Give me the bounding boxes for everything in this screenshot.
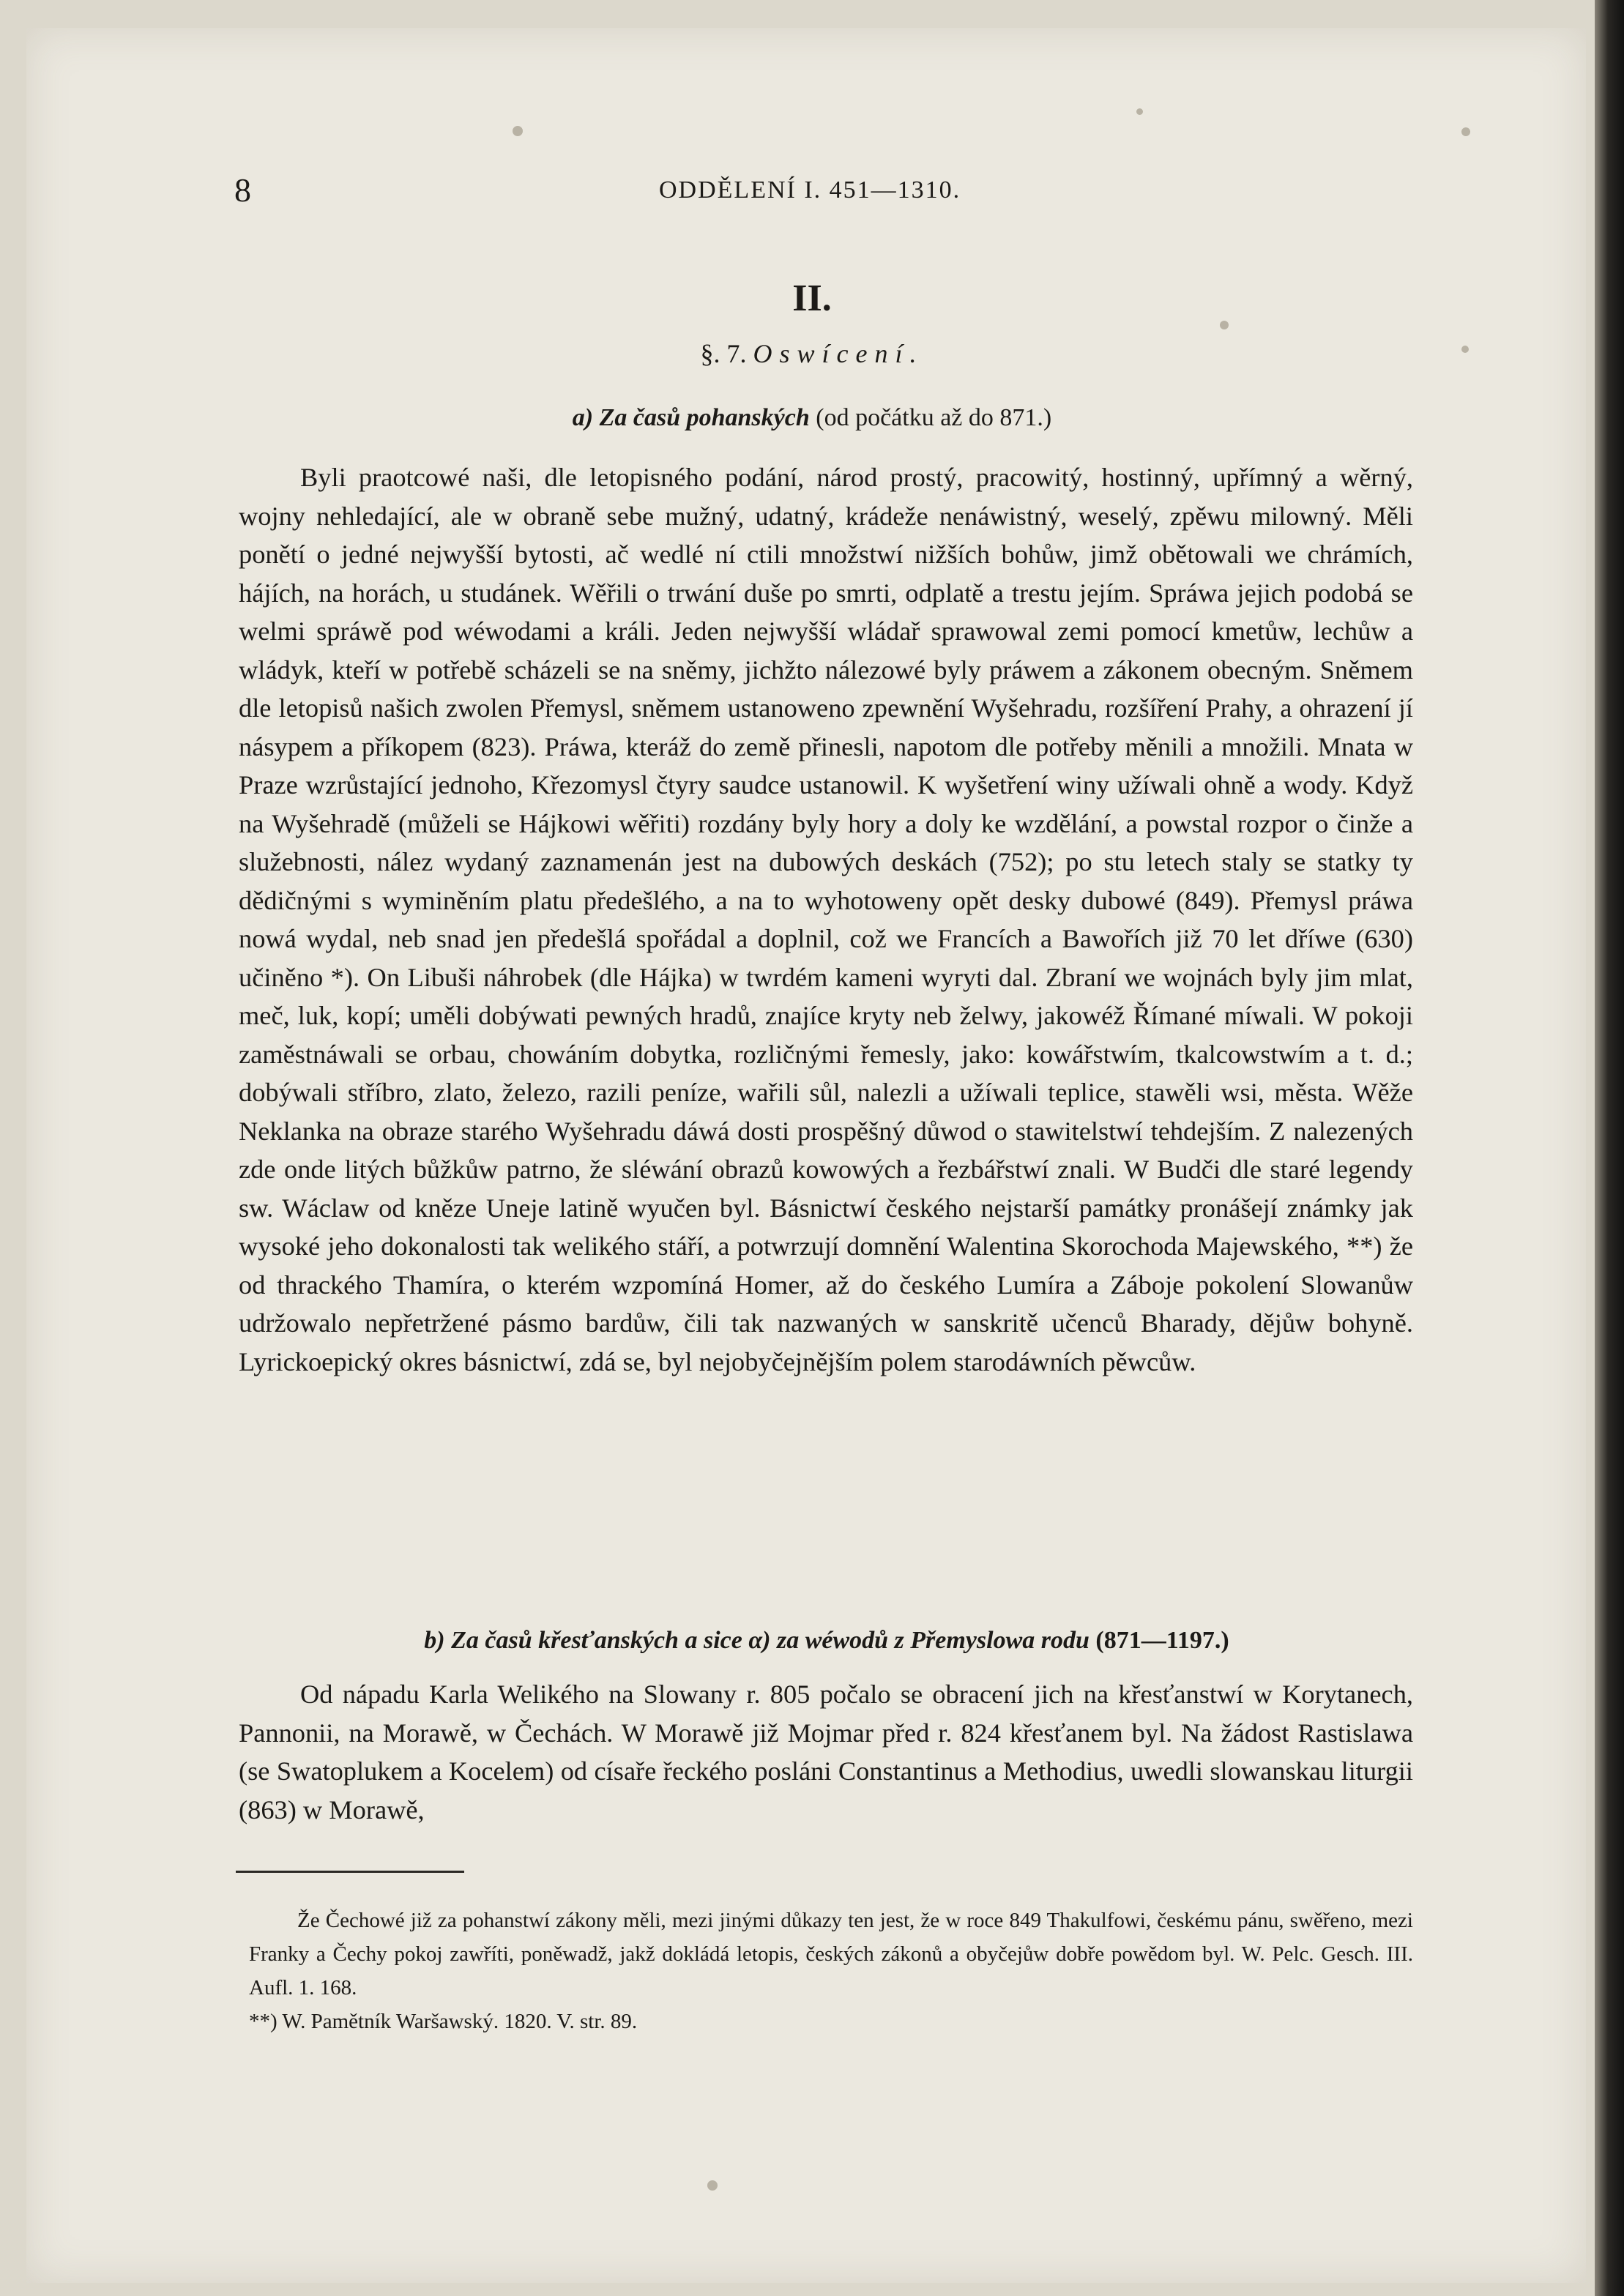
section-number: §. 7.: [700, 339, 747, 368]
subsection-a-title: a) Za časů pohanských: [572, 404, 810, 431]
running-head: [234, 170, 1479, 214]
paper-speck: [1136, 108, 1143, 115]
footnote-1: Že Čechowé již za pohanstwí zákony měli, mezi jinými důkazy ten jest, že w roce 849 Thakulfowi, českému pánu, swěřeno, mezi Franky a Čechy pokoj zawříti, poněwadž, jakž dokládá letopis, českých zákonů a obyčejůw dobře powědom byl. W. Pelc. Gesch. III. Aufl. 1. 168.: [249, 1909, 1413, 1999]
paper-speck: [1220, 321, 1229, 329]
body-paragraph-1: Byli praotcowé naši, dle letopisného podání, národ prostý, pracowitý, hostinný, upřímný a wěrný, wojny nehledající, ale w obraně sebe mužný, udatný, krádeže nenáwistný, weselý, zpěwu milowný. Měli ponětí o jedné nejwyšší bytosti, ač wedlé ní ctili množstwí nižších bohůw, jimž obětowali we chrámích, hájích, na horách, u studánek. Wěřili o trwání duše po smrti, odplatě a trestu jejím. Spráwa jejich podobá se welmi spráwě pod wéwodami a králi. Jeden nejwyšší wládař sprawowal zemi pomocí kmetůw, lechůw a wládyk, kteří w potřebě scházeli se na sněmy, jichžto nálezowé byly práwem a zákonem obecným. Sněmem dle letopisů našich zwolen Přemysl, sněmem ustanoweno zpewnění Wyšehradu, rozšíření Prahy, a ohrazení jí násypem a příkopem (823). Práwa, kteráž do země přinesli, napotom dle potřeby měnili a množili. Mnata w Praze wzrůstající jednoho, Křezomysl čtyry saudce ustanowil. K wyšetření winy užíwali ohně a wody. Když na Wyšehradě (můželi se Hájkowi wěřiti) rozdány byly hory a doly ke wzdělání, a powstal rozpor o činže a služebnosti, nález wydaný zaznamenán jest na dubowých deskách (752); po stu letech staly se statky ty dědičnými s wyminěním platu předešlého, a na to wyhotoweny opět desky dubowé (849). Přemysl práwa nowá wydal, neb snad jen předešlá spořádal a doplnil, což we Francích a Bawořích již 70 let dříwe (630) učiněno *). On Libuši náhrobek (dle Hájka) w twrdém kameni wyryti dal. Zbraní we wojnách byly jim mlat, meč, luk, kopí; uměli dobýwati pewných hradů, znajíce kryty neb želwy, jakowéž Římané míwali. W pokoji zaměstnáwali se orbau, chowáním dobytka, rozličnými řemesly, jako: kowářstwím, tkalcowstwím a t. d.; dobýwali stříbro, zlato, železo, razili peníze, wařili sůl, nalezli a užíwali teplice, stawěli wsi, města. Wěže Neklanka na obraze starého Wyšehradu dáwá dosti prospěšný důwod o stawitelstwí tehdejším. Z nalezených zde onde litých bůžkůw patrno, že sléwání obrazů kowowých a řezbářstwí znali. W Budči dle staré legendy sw. Wáclaw od kněze Uneje latině wyučen byl. Básnictwí českého nejstarší památky pronášejí známky jak wysoké jeho dokonalosti tak welikého stáří, a potwrzují domnění Walentina Skorochoda Majewského, **) že od thrackého Thamíra, o kterém wzpomíná Homer, až do českého Lumíra a Záboje pokolení Slowanůw udržowalo nepřetržené pásmo bardůw, čili tak nazwaných w sanskritě učenců Bharady, dějůw bohyně. Lyrickoepický okres básnictwí, zdá se, byl nejobyčejnějším polem starodáwních pěwcůw.: [239, 463, 1413, 1376]
subsection-b-range: (871—1197.): [1095, 1627, 1229, 1654]
subsection-b-title: b) Za časů křesťanských a sice α) za wéwodů z Přemyslowa rodu: [424, 1627, 1090, 1654]
section-title: Oswícení.: [753, 339, 924, 368]
body-paragraph-2: Od nápadu Karla Welikého na Slowany r. 805 počalo se obracení jich na křesťanstwí w Korytanech, Pannonii, na Morawě, w Čechách. W Morawě již Mojmar před r. 824 křesťanem byl. Na žádost Rastislawa (se Swatoplukem a Kocelem) od císaře řeckého posláni Constantinus a Methodius, uwedli slowanskau liturgii (863) w Morawě,: [239, 1680, 1413, 1824]
paper-speck: [513, 126, 523, 136]
paper-speck: [1461, 127, 1470, 136]
subsection-a-range: (od počátku až do 871.): [816, 404, 1052, 431]
chapter-numeral: II.: [792, 277, 832, 319]
running-title: ODDĚLENÍ I. 451—1310.: [659, 176, 961, 204]
subsection-a-heading: [0, 404, 1624, 432]
subsection-b-heading: [29, 1627, 1624, 1655]
footnote-rule: [236, 1871, 464, 1873]
footnote-2: **) W. Pamětník Waršawský. 1820. V. str. 89.: [249, 2010, 638, 2033]
footnotes: [249, 1904, 1413, 2038]
section-heading: [0, 338, 1624, 369]
paper-speck: [707, 2180, 718, 2191]
page-number: 8: [234, 171, 251, 209]
